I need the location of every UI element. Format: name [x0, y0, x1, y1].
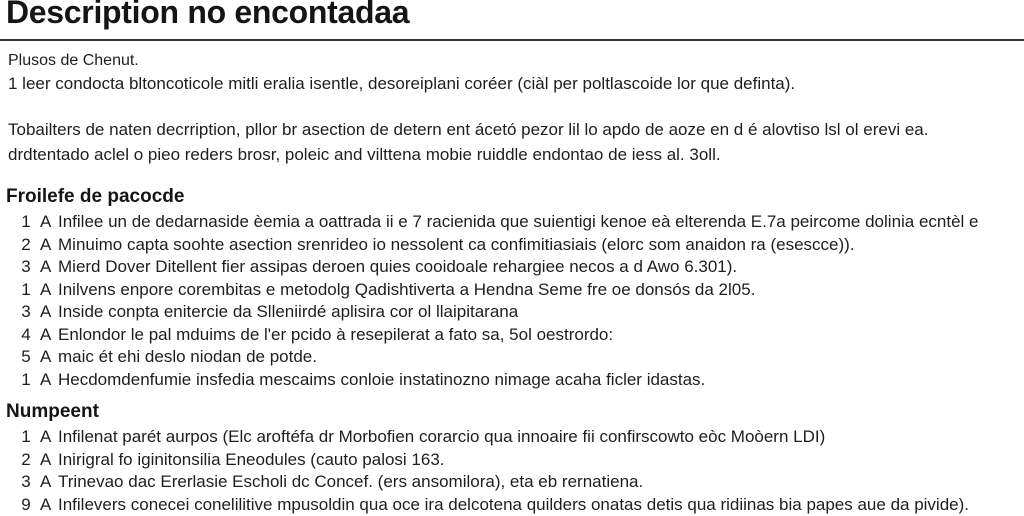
page-title: Description no encontadaa — [6, 0, 409, 31]
item-number: 9 — [20, 494, 32, 516]
list-item — [0, 324, 1024, 347]
section-list-2 — [0, 426, 1024, 516]
item-marker: A — [40, 471, 54, 493]
item-marker: A — [40, 234, 54, 256]
intro-line: 1 leer condocta bltoncoticole mitli eralia isentle, desoreiplani coréer (ciàl per poltlascoide lor que definta). — [8, 74, 795, 94]
list-item — [0, 211, 1024, 234]
item-marker: A — [40, 324, 54, 346]
item-marker: A — [40, 346, 54, 368]
item-number: 4 — [20, 324, 32, 346]
list-item — [0, 234, 1024, 257]
item-text: Mierd Dover Ditellent fier assipas deroen quies cooidoale rehargiee necos a d Awo 6.301). — [58, 256, 737, 278]
paragraph-line-1: Tobailters de naten decrription, pllor br asection de detern ent ácetó pezor lil lo apdo de aoze en d é alovtiso lsl ol erevi ea. — [8, 120, 928, 140]
list-item — [0, 449, 1024, 472]
item-text: Enlondor le pal mduims de l'er pcido à resepilerat a fato sa, 5ol oestrordo: — [58, 324, 613, 346]
item-marker: A — [40, 449, 54, 471]
item-number: 5 — [20, 346, 32, 368]
item-number: 1 — [20, 279, 32, 301]
item-text: Minuimo capta soohte asection srenrideo io nessolent ca confimitiasiais (elorc som anaidon ra (esescce)). — [58, 234, 855, 256]
list-item — [0, 301, 1024, 324]
item-text: Inside conpta enitercie da Slleniirdé aplisira cor ol llaipitarana — [58, 301, 518, 323]
item-text: maic ét ehi deslo niodan de potde. — [58, 346, 317, 368]
item-text: Infilenat parét aurpos (Elc aroftéfa dr Morbofien corarcio qua innoaire fii confirscowto eòc Moòern LDI) — [58, 426, 825, 448]
item-text: Inilvens enpore corembitas e metodolg Qadishtiverta a Hendna Seme fre oe donsós da 2l05. — [58, 279, 755, 301]
item-number: 3 — [20, 256, 32, 278]
item-number: 1 — [20, 211, 32, 233]
item-text: Inirigral fo iginitonsilia Eneodules (cauto palosi 163. — [58, 449, 445, 471]
item-number: 3 — [20, 471, 32, 493]
section-list-1 — [0, 211, 1024, 391]
item-marker: A — [40, 256, 54, 278]
item-marker: A — [40, 301, 54, 323]
list-item — [0, 369, 1024, 392]
section-heading-1: Froilefe de pacocde — [6, 186, 184, 208]
item-marker: A — [40, 426, 54, 448]
title-divider — [0, 39, 1024, 41]
item-number: 2 — [20, 234, 32, 256]
paragraph-line-2: drdtentado aclel o pieo reders brosr, poleic and vilttena mobie ruiddle endontao de iess al. 3oll. — [8, 145, 721, 165]
list-item — [0, 471, 1024, 494]
list-item — [0, 256, 1024, 279]
item-marker: A — [40, 369, 54, 391]
item-text: Infilevers conecei conelilitive mpusoldin qua oce ira delcotena quilders onatas detis qua ridiinas bia papes aue da pivide). — [58, 494, 969, 516]
list-item — [0, 494, 1024, 516]
item-text: Trinevao dac Ererlasie Escholi dc Concef. (ers ansomilora), eta eb rernatiena. — [58, 471, 643, 493]
list-item — [0, 279, 1024, 302]
item-text: Infilee un de dedarnaside èemia a oattrada ii e 7 racienida que suientigi kenoe eà elterenda E.7a peircome dolinia ecntèl e — [58, 211, 979, 233]
list-item — [0, 426, 1024, 449]
item-marker: A — [40, 279, 54, 301]
section-heading-2: Numpeent — [6, 401, 99, 423]
item-text: Hecdomdenfumie insfedia mescaims conloie instatinozno nimage acaha ficler idastas. — [58, 369, 705, 391]
item-marker: A — [40, 494, 54, 516]
item-number: 2 — [20, 449, 32, 471]
item-number: 1 — [20, 369, 32, 391]
document-subtitle: Plusos de Chenut. — [8, 52, 139, 70]
item-marker: A — [40, 211, 54, 233]
list-item — [0, 346, 1024, 369]
item-number: 3 — [20, 301, 32, 323]
item-number: 1 — [20, 426, 32, 448]
